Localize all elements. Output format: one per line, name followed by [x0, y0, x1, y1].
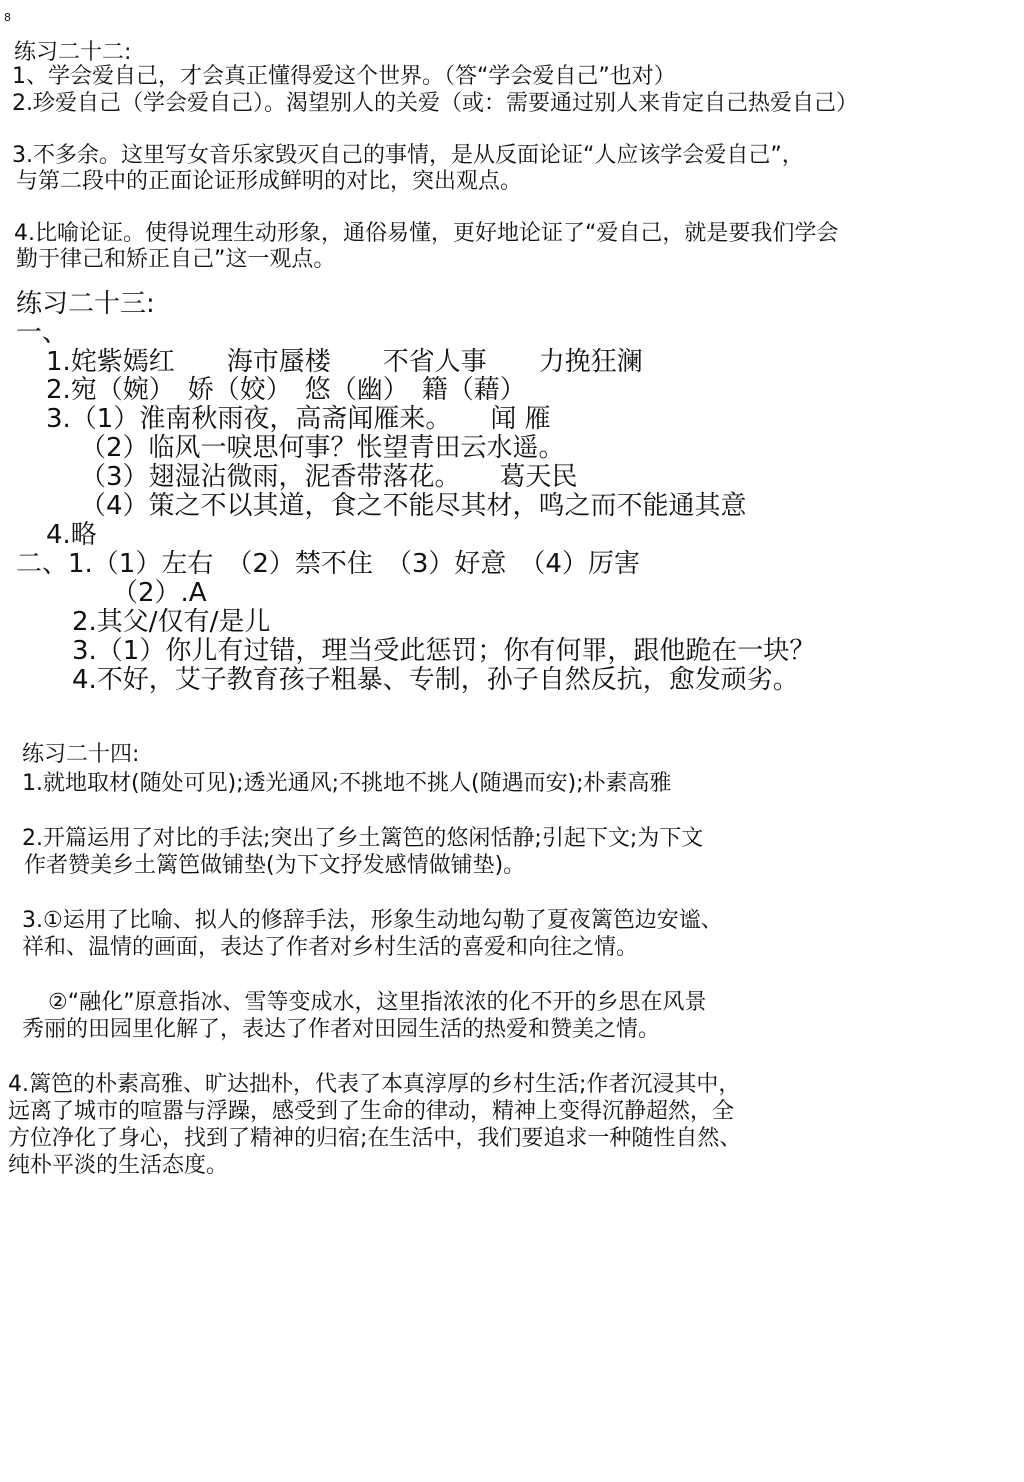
ex24-answer-4-cont-3: 纯朴平淡的生活态度。: [8, 1153, 229, 1178]
ex24-answer-1: 1.就地取材(随处可见);透光通风;不挑地不挑人(随遇而安);朴素高雅: [22, 771, 672, 796]
ex22-answer-3: 3.不多余。这里写女音乐家毁灭自己的事情，是从反面论证“人应该学会爱自己”，: [12, 143, 804, 168]
ex24-answer-2: 2.开篇运用了对比的手法;突出了乡土篱笆的悠闲恬静;引起下文;为下文: [22, 826, 704, 851]
ex22-answer-3-cont: 与第二段中的正面论证形成鲜明的对比，突出观点。: [16, 169, 523, 194]
exercise-22-title: 练习二十二:: [14, 40, 132, 65]
ex23-part-two-1: 二、1.（1）左右 （2）禁不住 （3）好意 （4）厉害: [16, 549, 640, 579]
exercise-24-title: 练习二十四:: [22, 742, 140, 767]
ex23-part-two-2: 2.其父/仅有/是儿: [72, 607, 271, 637]
ex22-answer-2: 2.珍爱自己（学会爱自己）。渴望别人的关爱（或：需要通过别人来肯定自己热爱自己）: [12, 91, 858, 116]
exercise-23-title: 练习二十三:: [16, 289, 155, 319]
page-number: 8: [4, 11, 11, 24]
ex23-part-one: 一、: [16, 318, 69, 348]
ex23-part-two-4: 4.不好，艾子教育孩子粗暴、专制，孙子自然反抗，愈发顽劣。: [72, 665, 799, 695]
ex22-answer-1: 1、学会爱自己，才会真正懂得爱这个世界。（答“学会爱自己”也对）: [12, 64, 676, 89]
ex22-answer-4: 4.比喻论证。使得说理生动形象，通俗易懂，更好地论证了“爱自己，就是要我们学会: [14, 221, 839, 246]
ex23-item-1: 1.姹紫嫣红 海市蜃楼 不省人事 力挽狂澜: [46, 347, 643, 377]
ex23-item-3-2: （2）临风一唳思何事？怅望青田云水遥。: [80, 433, 565, 463]
ex24-answer-4-cont-1: 远离了城市的喧嚣与浮躁，感受到了生命的律动，精神上变得沉静超然，全: [8, 1099, 735, 1124]
ex24-answer-3-2: ②“融化”原意指冰、雪等变成水，这里指浓浓的化不开的乡思在风景: [48, 990, 707, 1015]
ex23-item-3-4: （4）策之不以其道，食之不能尽其材，鸣之而不能通其意: [80, 491, 747, 521]
ex24-answer-4-cont-2: 方位净化了身心，找到了精神的归宿;在生活中，我们要追求一种随性自然、: [8, 1126, 742, 1151]
ex24-answer-3: 3.①运用了比喻、拟人的修辞手法，形象生动地勾勒了夏夜篱笆边安谧、: [22, 908, 723, 933]
ex24-answer-2-cont: 作者赞美乡土篱笆做铺垫(为下文抒发感情做铺垫)。: [24, 853, 526, 878]
ex24-answer-4: 4.篱笆的朴素高雅、旷达拙朴，代表了本真淳厚的乡村生活;作者沉浸其中，: [8, 1072, 741, 1097]
ex24-answer-3-2-cont: 秀丽的田园里化解了，表达了作者对田园生活的热爱和赞美之情。: [22, 1017, 661, 1042]
ex23-part-two-3: 3.（1）你儿有过错，理当受此惩罚；你有何罪，跟他跪在一块？: [72, 636, 816, 666]
ex24-answer-3-cont: 祥和、温情的画面，表达了作者对乡村生活的喜爱和向往之情。: [22, 935, 639, 960]
ex22-answer-4-cont: 勤于律己和矫正自己”这一观点。: [16, 247, 336, 272]
ex23-part-two-1-2: （2）.A: [112, 578, 207, 608]
ex23-item-2: 2.宛（婉） 娇（姣） 悠（幽） 籍（藉）: [46, 375, 526, 405]
ex23-item-3-3: （3）翅湿沾微雨，泥香带落花。 葛天民: [80, 462, 578, 492]
ex23-item-4: 4.略: [46, 520, 97, 550]
ex23-item-3-1: 3.（1）淮南秋雨夜，高斋闻雁来。 闻 雁: [46, 404, 551, 434]
